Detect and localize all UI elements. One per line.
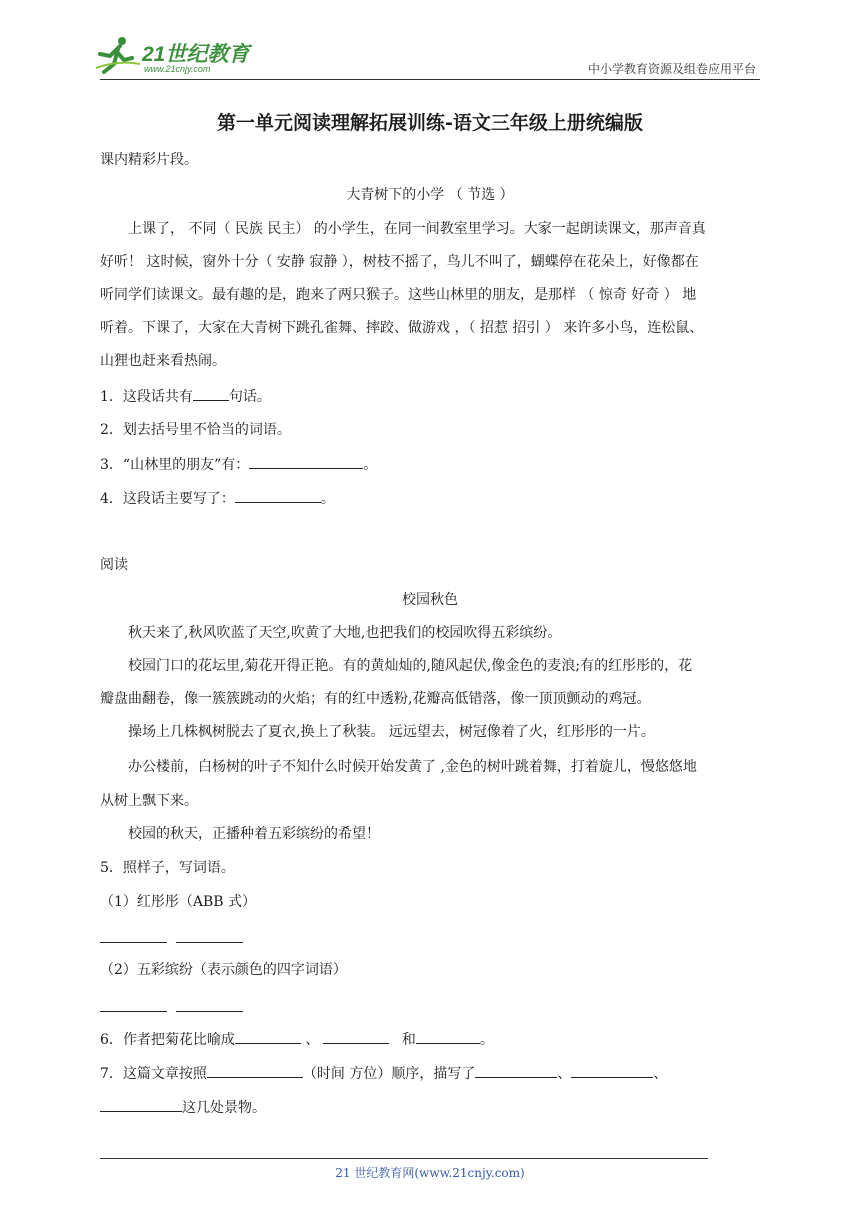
passage2-line: 从树上飘下来。 [100,793,198,809]
passage1-line: 上课了， 不同（ 民族 民主） 的小学生，在同一间教室里学习。大家一起朗读课文，那声音真 [128,221,706,237]
passage1-title: 大青树下的小学 （ 节选 ） [346,187,514,203]
q6-answer-blank-b[interactable] [323,1029,389,1044]
q6-answer-blank-c[interactable] [416,1029,480,1044]
q7-text-end: 这几处景物。 [182,1100,266,1116]
q1-text: 1．这段话共有 [100,389,193,405]
runner-logo-icon [96,34,140,74]
logo-text: 21世纪教育 [142,43,250,66]
question-5: 5．照样子，写词语。 [100,860,235,876]
passage1-line: 听着。下课了，大家在大青树下跳孔雀舞、摔跤、做游戏 ，（ 招惹 招引 ） 来许多小鸟，连松鼠、 [100,320,704,336]
q3-text: 3．“山林里的朋友”有： [100,457,250,473]
q6-text: 6．作者把菊花比喻成 [100,1032,235,1048]
q6-text-and: 和 [397,1032,416,1048]
question-5-2: （2）五彩缤纷（表示颜色的四字词语） [100,962,347,978]
passage2-line: 校园门口的花坛里,菊花开得正艳。有的黄灿灿的,随风起伏,像金色的麦浪;有的红彤彤的，花 [128,658,693,674]
passage2-line: 秋天来了,秋风吹蓝了天空,吹黄了大地,也把我们的校园吹得五彩缤纷。 [128,625,562,641]
logo-url: www.21cnjy.com [144,64,211,74]
q3-answer-blank[interactable] [249,454,363,469]
q5-1-answer-blank-b[interactable] [176,942,243,943]
section2-intro: 阅读 [100,557,128,573]
q4-text-end: 。 [320,491,335,507]
question-4 [100,488,335,509]
logo [96,34,266,78]
q4-answer-blank[interactable] [235,488,321,503]
q7-text: 7．这篇文章按照 [100,1066,207,1082]
q7-text-sep2: 、 [653,1066,668,1082]
page-footer[interactable]: 21 世纪教育网(www.21cnjy.com) [335,1166,525,1180]
q7-text-mid: （时间 方位）顺序，描写了 [302,1066,476,1082]
q7-answer-blank-c[interactable] [571,1063,653,1078]
question-2: 2．划去括号里不恰当的词语。 [100,422,291,438]
q1-answer-blank[interactable] [193,386,229,401]
q5-1-answer-blank-a[interactable] [100,942,167,943]
page-title: 第一单元阅读理解拓展训练-语文三年级上册统编版 [217,112,643,134]
passage1-line: 听同学们读课文。最有趣的是，跑来了两只猴子。这些山林里的朋友，是那样 （ 惊奇 好奇 ） 地 [100,287,697,303]
q3-text-end: 。 [363,457,378,473]
passage1-line: 山狸也赶来看热闹。 [100,353,226,369]
section1-intro: 课内精彩片段。 [100,152,198,168]
passage2-line: 校园的秋天，正播种着五彩缤纷的希望！ [128,826,380,842]
question-6 [100,1029,494,1050]
passage2-line: 操场上几株枫树脱去了夏衣,换上了秋装。 远远望去，树冠像着了火，红彤彤的一片。 [128,724,655,740]
q6-answer-blank-a[interactable] [235,1029,301,1044]
question-3 [100,454,377,475]
passage2-line: 瓣盘曲翻卷，像一簇簇跳动的火焰；有的红中透粉,花瓣高低错落，像一顶顶颤动的鸡冠。 [100,691,651,707]
passage2-line: 办公楼前，白杨树的叶子不知什么时候开始发黄了 ,金色的树叶跳着舞，打着旋儿，慢悠悠地 [128,759,697,775]
question-7-cont [100,1097,266,1118]
passage2-title: 校园秋色 [402,592,458,608]
q7-answer-blank-a[interactable] [207,1063,303,1078]
question-1 [100,386,271,407]
footer-divider [100,1158,708,1159]
q5-2-answer-blank-b[interactable] [176,1011,243,1012]
header-divider [100,79,760,80]
question-5-1: （1）红彤彤（ABB 式） [100,894,257,910]
passage1-line: 好听！ 这时候，窗外十分（ 安静 寂静 ），树枝不摇了，鸟儿不叫了，蝴蝶停在花朵上，好像都在 [100,254,699,270]
q5-2-answer-blank-a[interactable] [100,1011,167,1012]
q6-text-sep: 、 [300,1032,320,1048]
q4-text: 4．这段话主要写了： [100,491,235,507]
page-header [0,0,860,82]
platform-name: 中小学教育资源及组卷应用平台 [587,62,756,76]
question-7 [100,1063,667,1084]
q6-text-end: 。 [479,1032,494,1048]
q7-answer-blank-b[interactable] [475,1063,557,1078]
q7-text-sep: 、 [557,1066,572,1082]
q7-answer-blank-d[interactable] [100,1097,182,1112]
q1-text-end: 句话。 [228,389,271,405]
